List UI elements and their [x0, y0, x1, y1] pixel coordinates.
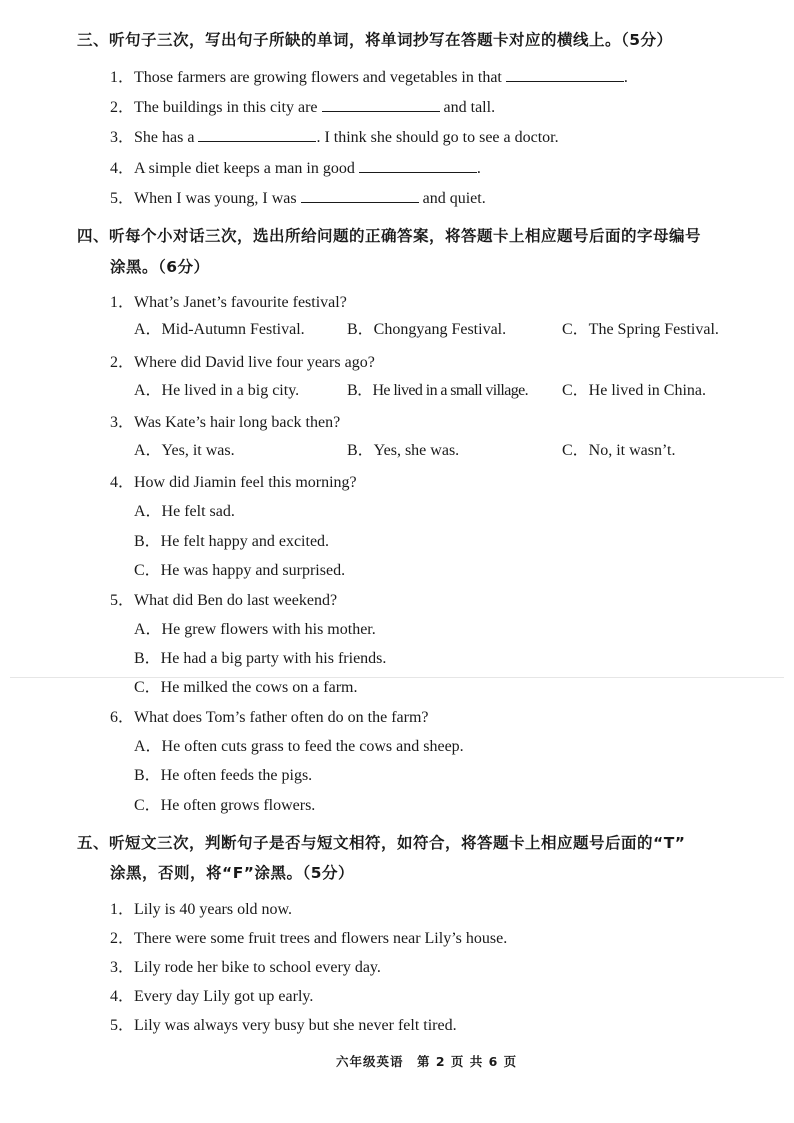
question-number: 3． [110, 414, 135, 431]
item-number: 5． [110, 190, 135, 207]
item-text-after: . [476, 160, 481, 177]
option-c: C．He milked the cows on a farm. [134, 679, 358, 696]
item-text: Lily was always very busy but she never felt tired. [134, 1017, 457, 1034]
option-b: B．He often feeds the pigs. [134, 767, 313, 784]
item-number: 3． [110, 129, 135, 146]
fill-blank-item-5 [110, 188, 486, 209]
item-text-after: . [623, 69, 628, 86]
section-5-heading-cont: 涂黑，否则，将“F”涂黑。（5分） [110, 864, 354, 882]
fill-blank-item-4 [110, 158, 481, 179]
option-b: B．Yes, she was. [347, 442, 460, 459]
item-number: 2． [110, 99, 135, 116]
question-number: 4． [110, 474, 135, 491]
fill-blank-item-3 [110, 127, 559, 148]
item-text: Lily rode her bike to school every day. [134, 959, 381, 976]
question-text: How did Jiamin feel this morning? [134, 474, 357, 491]
item-text-after: and quiet. [418, 190, 486, 207]
true-false-item-2 [110, 929, 507, 949]
true-false-item-3 [110, 958, 381, 978]
item-number: 1． [110, 901, 135, 918]
section-5-heading: 五、听短文三次，判断句子是否与短文相符，如符合，将答题卡上相应题号后面的“T” [77, 834, 686, 852]
question-text: Where did David live four years ago? [134, 354, 375, 371]
option-b: B．He lived in a small village. [347, 382, 529, 399]
question-text: What does Tom’s father often do on the farm? [134, 709, 429, 726]
item-text: Every day Lily got up early. [134, 988, 314, 1005]
scan-artifact-line [10, 677, 784, 678]
item-number: 3． [110, 959, 135, 976]
question-5 [110, 591, 337, 611]
item-text: There were some fruit trees and flowers near Lily’s house. [134, 930, 508, 947]
section-4-heading: 四、听每个小对话三次，选出所给问题的正确答案，将答题卡上相应题号后面的字母编号 [77, 227, 702, 245]
question-number: 5． [110, 592, 135, 609]
option-b: B．He felt happy and excited. [134, 533, 330, 550]
question-text: What did Ben do last weekend? [134, 592, 338, 609]
item-number: 4． [110, 160, 135, 177]
option-c: C．He was happy and surprised. [134, 562, 346, 579]
fill-blank-item-1 [110, 67, 628, 88]
answer-blank [359, 158, 477, 173]
item-text-before: The buildings in this city are [134, 99, 322, 116]
item-number: 5． [110, 1017, 135, 1034]
question-1 [110, 293, 347, 313]
question-6 [110, 708, 429, 728]
question-text: Was Kate’s hair long back then? [134, 414, 341, 431]
item-number: 1． [110, 69, 135, 86]
option-c: C．He often grows flowers. [134, 797, 316, 814]
answer-blank [301, 188, 419, 203]
option-a: A．He grew flowers with his mother. [134, 621, 376, 638]
item-text-before: A simple diet keeps a man in good [134, 160, 359, 177]
answer-blank [198, 127, 316, 142]
fill-blank-item-2 [110, 97, 495, 118]
item-text: Lily is 40 years old now. [134, 901, 293, 918]
question-number: 1． [110, 294, 135, 311]
answer-blank [322, 97, 440, 112]
section-4-heading-cont: 涂黑。（6分） [110, 258, 210, 276]
option-c: C．The Spring Festival. [562, 321, 719, 338]
question-number: 2． [110, 354, 135, 371]
item-text-after: and tall. [439, 99, 496, 116]
true-false-item-5 [110, 1016, 457, 1036]
page-footer: 六年级英语 第 2 页 共 6 页 [336, 1054, 518, 1069]
option-a: A．He felt sad. [134, 503, 235, 520]
item-text-before: When I was young, I was [134, 190, 301, 207]
option-b: B．Chongyang Festival. [347, 321, 507, 338]
true-false-item-4 [110, 987, 313, 1007]
option-c: C．He lived in China. [562, 382, 706, 399]
item-text-before: She has a [134, 129, 199, 146]
question-3 [110, 413, 340, 433]
item-text-after: . I think she should go to see a doctor. [316, 129, 559, 146]
option-b: B．He had a big party with his friends. [134, 650, 387, 667]
question-number: 6． [110, 709, 135, 726]
option-a: A．Yes, it was. [134, 442, 235, 459]
answer-blank [506, 67, 624, 82]
question-4 [110, 473, 357, 493]
question-text: What’s Janet’s favourite festival? [134, 294, 347, 311]
section-3-heading: 三、听句子三次，写出句子所缺的单词，将单词抄写在答题卡对应的横线上。（5分） [77, 31, 673, 49]
true-false-item-1 [110, 900, 292, 920]
item-number: 2． [110, 930, 135, 947]
option-c: C．No, it wasn’t. [562, 442, 676, 459]
option-a: A．He often cuts grass to feed the cows and sheep. [134, 738, 464, 755]
question-2 [110, 353, 375, 373]
option-a: A．He lived in a big city. [134, 382, 300, 399]
item-text-before: Those farmers are growing flowers and vegetables in that [134, 69, 506, 86]
item-number: 4． [110, 988, 135, 1005]
option-a: A．Mid-Autumn Festival. [134, 321, 305, 338]
